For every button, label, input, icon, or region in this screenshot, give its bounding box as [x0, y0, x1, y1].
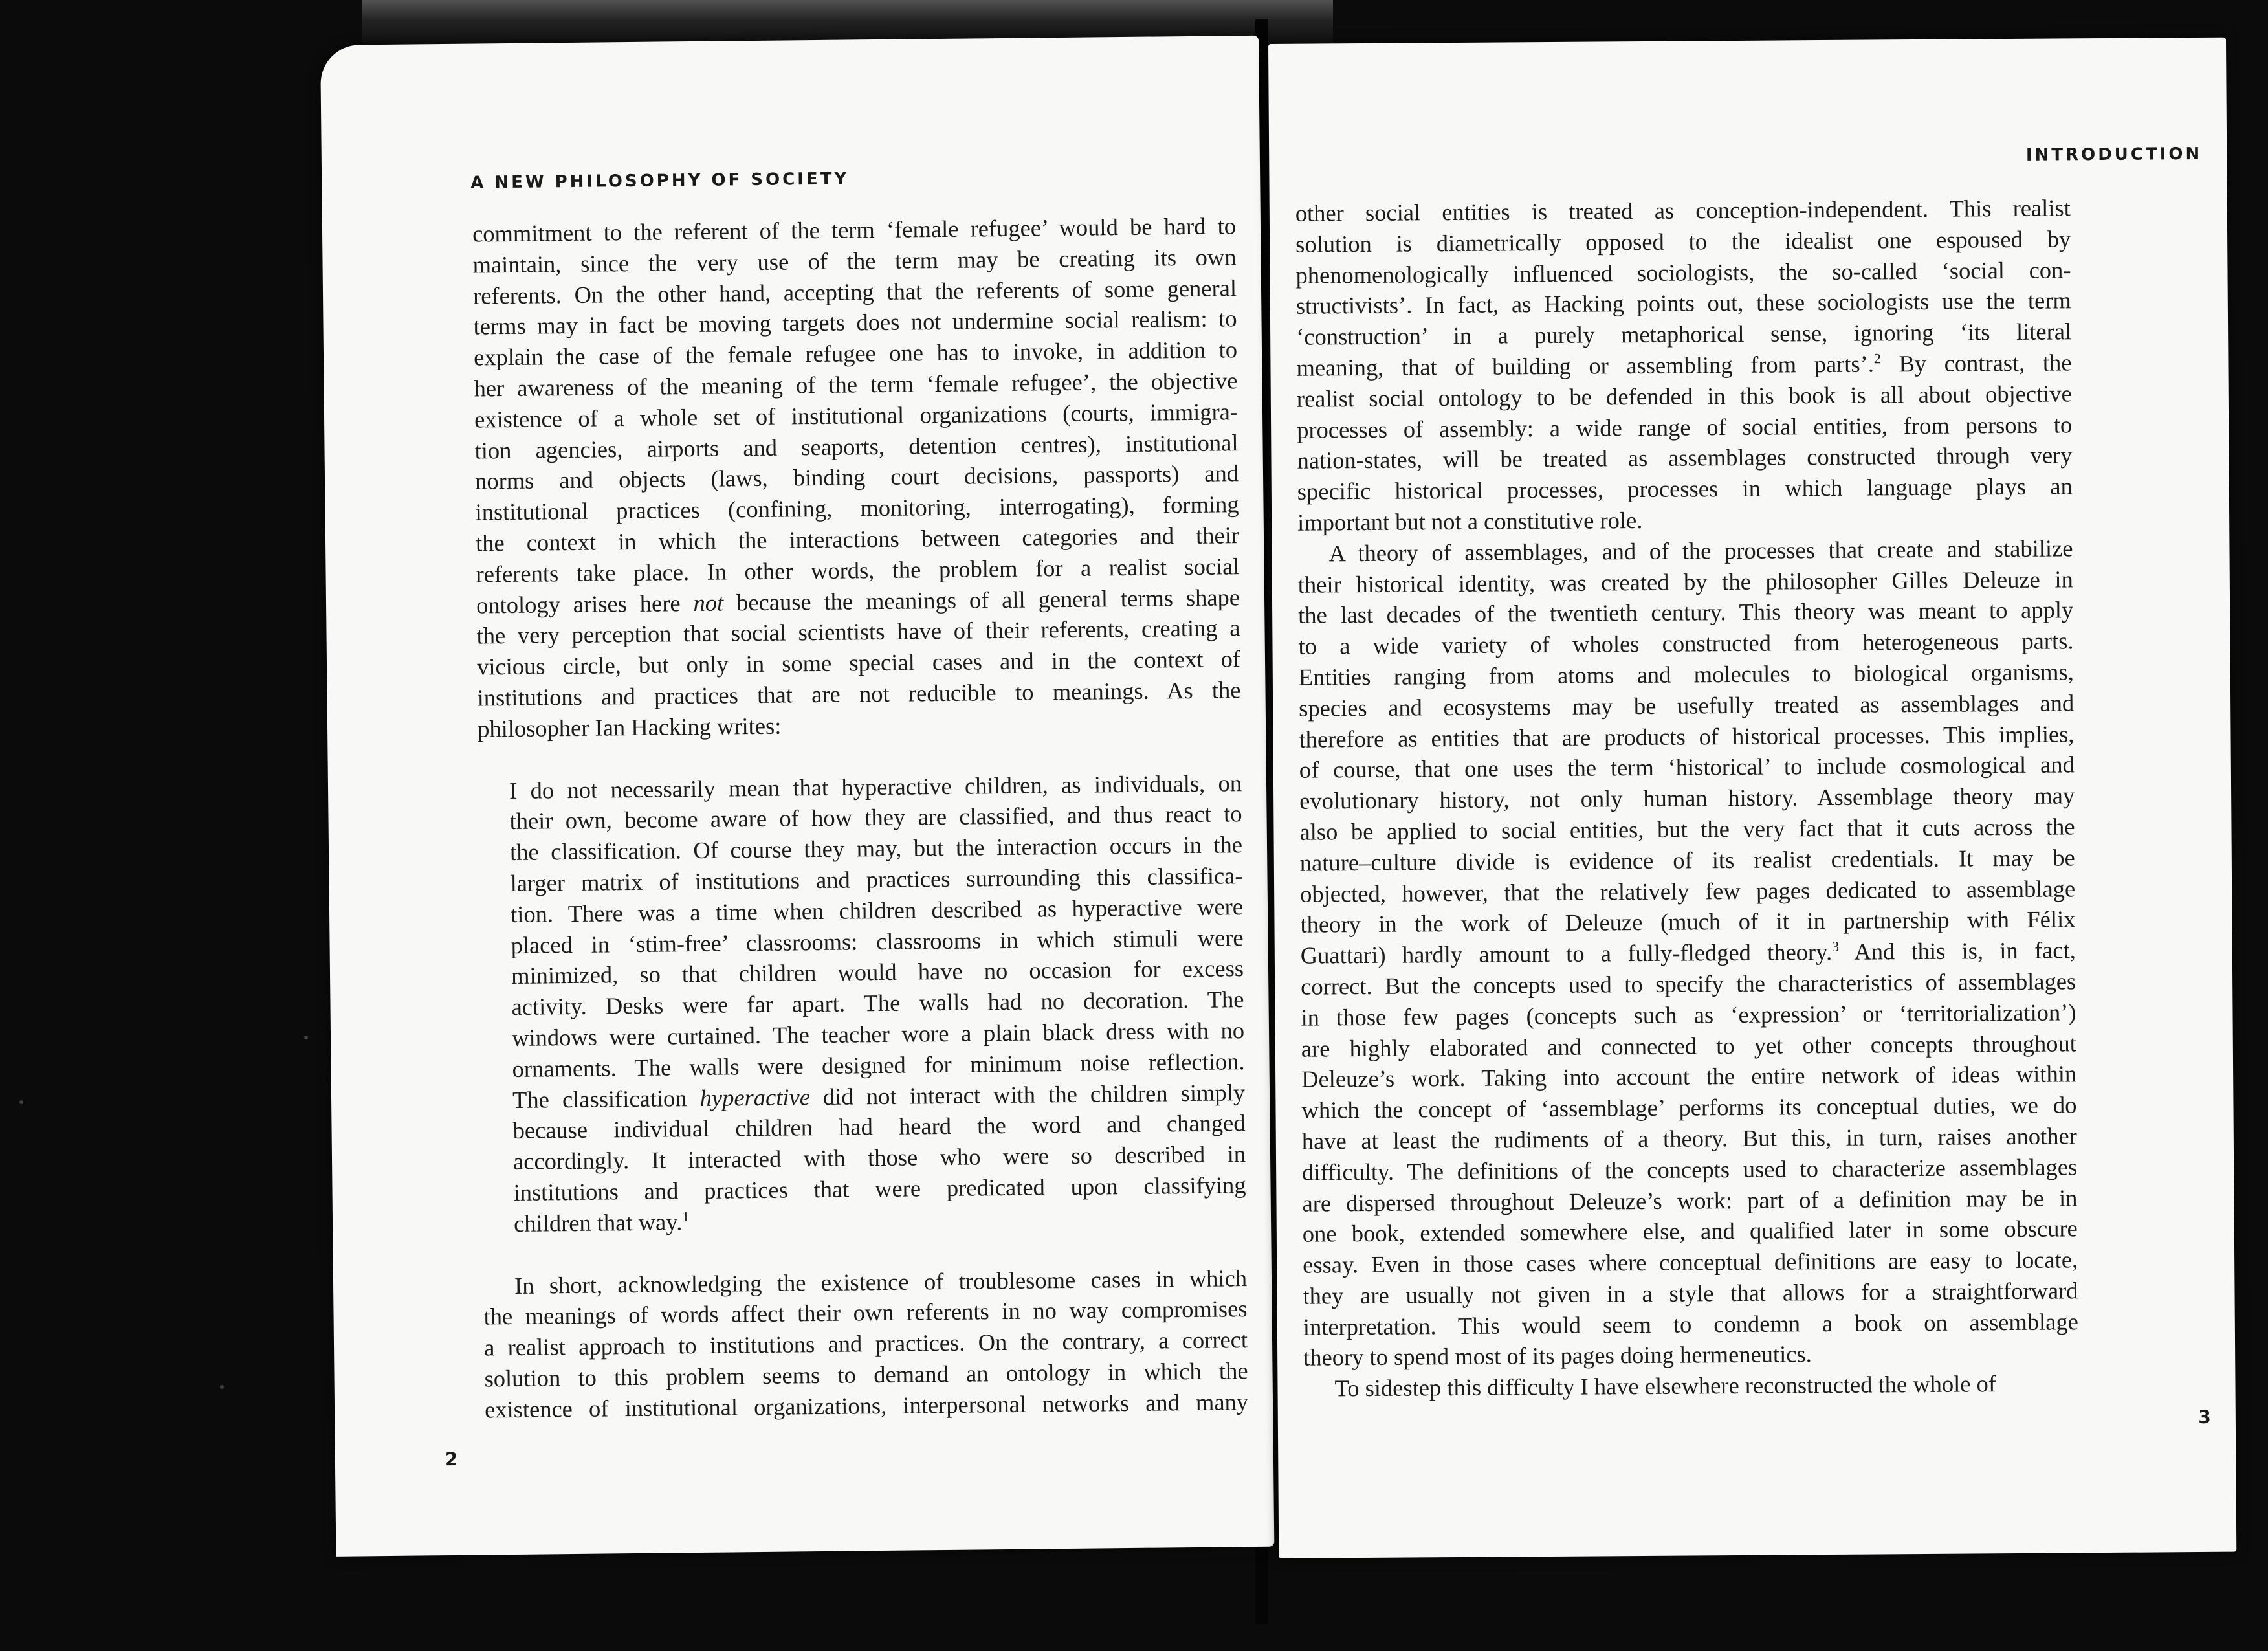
text-line: windows were curtained. The teacher wore a plain black dress with no [511, 1017, 1245, 1051]
text-line: accordingly. It interacted with those who were so described in [512, 1140, 1246, 1175]
text-line: their historical identity, was created by the philosopher Gilles Deleuze in [1297, 565, 2073, 598]
text-line: difficulty. The definitions of the concepts used to characterize assemblages [1302, 1153, 2078, 1186]
text-line: important but not a constitutive role. [1297, 506, 1643, 536]
text-line: institutional practices (confining, monitoring, interrogating), forming [475, 491, 1239, 526]
text-line: have at least the rudiments of a theory. But this, in turn, raises another [1301, 1122, 2077, 1155]
text-line: theory to spend most of its pages doing hermeneutics. [1303, 1340, 1812, 1371]
text-line: In short, acknowledging the existence of troublesome cases in which [514, 1264, 1248, 1299]
text-line: correct. But the concepts used to specify the characteristics of assemblages [1301, 968, 2076, 1000]
text-line: explain the case of the female refugee one has to invoke, in addition to [473, 336, 1238, 371]
block-quote [478, 768, 1246, 1239]
text-line: the meanings of words affect their own referents in no way compromises [483, 1295, 1248, 1330]
scan-speck [304, 1036, 308, 1039]
text-line: the context in which the interactions between categories and their [475, 522, 1240, 557]
text-line: activity. Desks were far apart. The walls had no decoration. The [511, 986, 1244, 1021]
text-line: Entities ranging from atoms and molecules to biological organisms, [1298, 658, 2074, 691]
scan-speck [220, 1385, 224, 1389]
text-line: minimized, so that children would have no occasion for excess [511, 955, 1244, 990]
text-line: existence of institutional organizations, interpersonal networks and many [484, 1388, 1249, 1423]
left-body-text [472, 210, 1248, 1425]
text-line: objected, however, that the relatively few pages dedicated to assemblage [1300, 874, 2076, 907]
right-body-text [1295, 192, 2079, 1404]
text-line: a realist approach to institutions and practices. On the contrary, a correct [483, 1326, 1248, 1361]
text-line: referents take place. In other words, the problem for a realist social [476, 552, 1240, 588]
text-line: institutions and practices that are not reducible to meanings. As the [477, 676, 1241, 711]
text-line: tion agencies, airports and seaports, detention centres), institutional [474, 428, 1239, 464]
text-line: one book, extended somewhere else, and qualified later in some obscure [1302, 1215, 2078, 1247]
page-number: 3 [2198, 1406, 2211, 1428]
text-line: therefore as entities that are products of historical processes. This implies, [1299, 720, 2075, 753]
text-line: Guattari) hardly amount to a fully-fledged theory.$^3$ And this is, in fact, [1300, 936, 2076, 969]
body-paragraph [1295, 192, 2079, 1404]
text-line: ontology arises here not because the meanings of all general terms shape [476, 583, 1240, 619]
text-line: the classification. Of course they may, but the interaction occurs in the [509, 831, 1243, 866]
text-line: commitment to the referent of the term ‘female refugee’ would be hard to [472, 212, 1237, 247]
scan-speck [19, 1100, 23, 1104]
text-line: they are usually not given in a style that allows for a straightforward [1303, 1277, 2078, 1309]
text-line: processes of assembly: a wide range of social entities, from persons to [1297, 410, 2073, 443]
text-line: The classification hyperactive did not interact with the children simply [512, 1078, 1246, 1113]
left-page [320, 36, 1274, 1557]
text-line: the last decades of the twentieth century. This theory was meant to apply [1298, 596, 2074, 629]
running-head: A NEW PHILOSOPHY OF SOCIETY [470, 169, 850, 193]
footnote-marker[interactable]: 1 [681, 1208, 690, 1224]
text-line: existence of a whole set of institutional organizations (courts, immigra- [474, 397, 1239, 433]
text-line: terms may in fact be moving targets does not undermine social realism: to [473, 305, 1237, 340]
text-line: meaning, that of building or assembling from parts’.$^2$ By contrast, the [1296, 349, 2072, 381]
text-line: which the concept of ‘assemblage’ performs its conceptual duties, we do [1301, 1091, 2077, 1124]
text-line: philosopher Ian Hacking writes: [477, 712, 782, 742]
text-line: to a wide variety of wholes constructed from heterogeneous parts. [1298, 627, 2074, 659]
text-line: vicious circle, but only in some special cases and in the context of [476, 645, 1241, 680]
text-line: To sidestep this difficulty I have elsewhere reconstructed the whole of [1334, 1370, 1997, 1402]
text-line: specific historical processes, processes in which language plays an [1297, 472, 2073, 505]
text-line: essay. Even in those cases where conceptual definitions are easy to locate, [1303, 1246, 2078, 1278]
text-line: nature–culture divide is evidence of its realist credentials. It may be [1299, 844, 2075, 876]
text-line: species and ecosystems may be usefully treated as assemblages and [1299, 689, 2075, 722]
text-line: norms and objects (laws, binding court decisions, passports) and [474, 460, 1239, 494]
text-line: interpretation. This would seem to condemn a book on assemblage [1303, 1307, 2078, 1340]
text-line: in those few pages (concepts such as ‘expression’ or ‘territorialization’) [1301, 999, 2076, 1031]
right-page [1268, 38, 2236, 1558]
text-line: evolutionary history, not only human history. Assemblage theory may [1299, 782, 2075, 814]
text-line: larger matrix of institutions and practices surrounding this classifica- [510, 862, 1243, 896]
text-line: other social entities is treated as conception-independent. This realist [1295, 194, 2071, 227]
text-line: referents. On the other hand, accepting that the referents of some general [472, 274, 1237, 309]
text-line: are highly elaborated and connected to yet other concepts throughout [1301, 1029, 2076, 1062]
text-line: tion. There was a time when children described as hyperactive were [510, 892, 1244, 927]
text-line: structivists’. In fact, as Hacking points out, these sociologists use the term [1295, 287, 2071, 320]
text-line: placed in ‘stim-free’ classrooms: classrooms in which stimuli were [511, 924, 1244, 958]
text-line: their own, become aware of how they are classified, and thus react to [509, 800, 1242, 835]
text-line: nation-states, will be treated as assemblages constructed through very [1297, 441, 2073, 474]
text-line: her awareness of the meaning of the term ‘female refugee’, the objective [474, 367, 1238, 402]
text-line: theory in the work of Deleuze (much of it in partnership with Félix [1300, 905, 2076, 938]
text-line: solution is diametrically opposed to the idealist one espoused by [1295, 225, 2071, 258]
body-paragraph [483, 1263, 1248, 1425]
text-line: phenomenologically influenced sociologists, the so-called ‘social con- [1295, 256, 2071, 289]
text-line: solution to this problem seems to demand an ontology in which the [484, 1357, 1248, 1392]
text-line: ornaments. The walls were designed for minimum noise reflection. [512, 1047, 1245, 1082]
text-line: realist social ontology to be defended in this book is all about objective [1296, 380, 2072, 412]
text-line: of course, that one uses the term ‘historical’ to include cosmological and [1299, 751, 2075, 784]
page-number: 2 [445, 1448, 458, 1470]
text-line: I do not necessarily mean that hyperactive children, as individuals, on [509, 769, 1242, 804]
text-line: A theory of assemblages, and of the processes that create and stabilize [1328, 535, 2073, 567]
text-line: Deleuze’s work. Taking into account the entire network of ideas within [1301, 1060, 2077, 1092]
text-line: also be applied to social entities, but the very fact that it cuts across the [1299, 813, 2075, 845]
running-head: INTRODUCTION [2025, 144, 2203, 165]
text-line: the very perception that social scientists have of their referents, creating a [476, 614, 1240, 649]
text-line: maintain, since the very use of the term may be creating its own [472, 243, 1237, 278]
text-line: children that way.$^1$ [513, 1208, 690, 1237]
text-line: because individual children had heard the word and changed [512, 1109, 1246, 1144]
body-paragraph [472, 210, 1241, 744]
text-line: institutions and practices that were predicated upon classifying [513, 1171, 1246, 1206]
text-line: are dispersed throughout Deleuze’s work: part of a definition may be in [1302, 1184, 2078, 1217]
text-line: ‘construction’ in a purely metaphorical sense, ignoring ‘its literal [1296, 318, 2072, 350]
